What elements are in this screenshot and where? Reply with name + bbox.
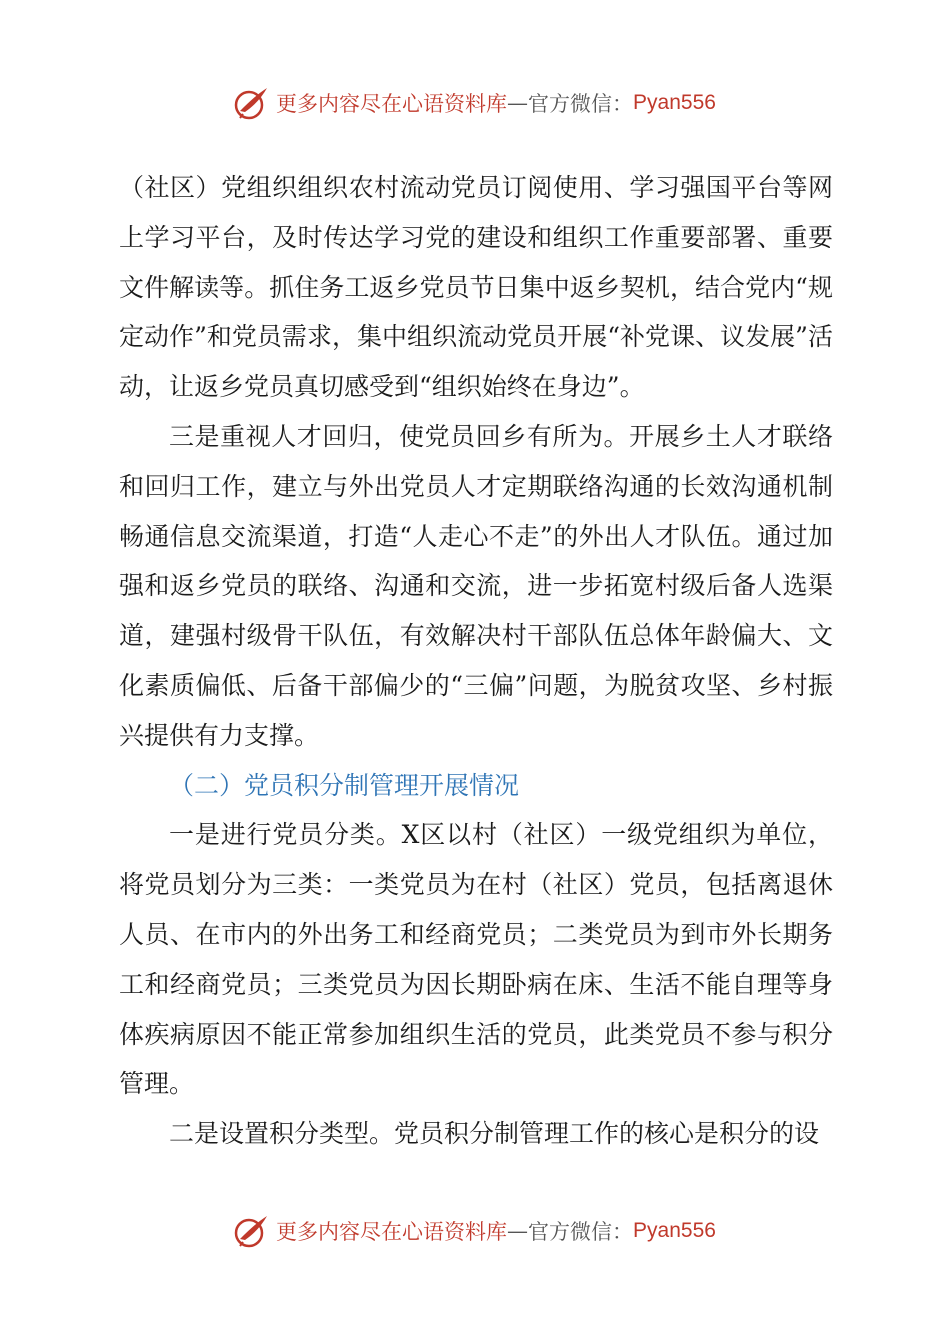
banner-site-text: 更多内容尽在心语资料库 — [276, 92, 508, 116]
banner-official-text: 官方微信： — [528, 92, 634, 116]
quill-pen-icon — [234, 85, 270, 121]
banner-handle: Pyan556 — [633, 1219, 716, 1242]
footer-banner — [0, 1208, 950, 1254]
banner-separator: — — [507, 91, 529, 115]
section-heading: （二）党员积分制管理开展情况 — [169, 770, 520, 800]
paragraph-talent-return: 三是重视人才回归，使党员回乡有所为。开展乡土人才联络和回归工作，建立与外出党员人才定期联络沟通的长效沟通机制畅通信息交流渠道，打造“人走心不走”的外出人才队伍。通过加强和返乡党员的联络、沟通和交流，进一步拓宽村级后备人选渠道，建强村级骨干队伍，有效解决村干部队伍总体年龄偏大、文化素质偏低、后备干部偏少的“三偏”问题，为脱贫攻坚、乡村振兴提供有力支撑。 — [119, 421, 833, 750]
banner-handle: Pyan556 — [633, 91, 716, 114]
banner-separator: — — [507, 1219, 529, 1243]
document-body — [119, 163, 833, 1159]
quill-pen-icon — [234, 1213, 270, 1249]
banner-official-text: 官方微信： — [528, 1220, 634, 1244]
banner-site-text: 更多内容尽在心语资料库 — [276, 1220, 508, 1244]
paragraph-member-classification: 一是进行党员分类。X区以村（社区）一级党组织为单位，将党员划分为三类：一类党员为在村（社区）党员，包括离退休人员、在市内的外出务工和经商党员；二类党员为到市外长期务工和经商党员；三类党员为因长期卧病在床、生活不能自理等身体疾病原因不能正常参加组织生活的党员，此类党员不参与积分管理。 — [119, 820, 833, 1099]
header-banner — [0, 80, 950, 126]
paragraph-continuation: （社区）党组织组织农村流动党员订阅使用、学习强国平台等网上学习平台，及时传达学习党的建设和组织工作重要部署、重要文件解读等。抓住务工返乡党员节日集中返乡契机，结合党内“规定动作”和党员需求，集中组织流动党员开展“补党课、议发展”活动，让返乡党员真切感受到“组织始终在身边”。 — [119, 173, 833, 402]
paragraph-points-types: 二是设置积分类型。党员积分制管理工作的核心是积分的设 — [169, 1119, 820, 1149]
